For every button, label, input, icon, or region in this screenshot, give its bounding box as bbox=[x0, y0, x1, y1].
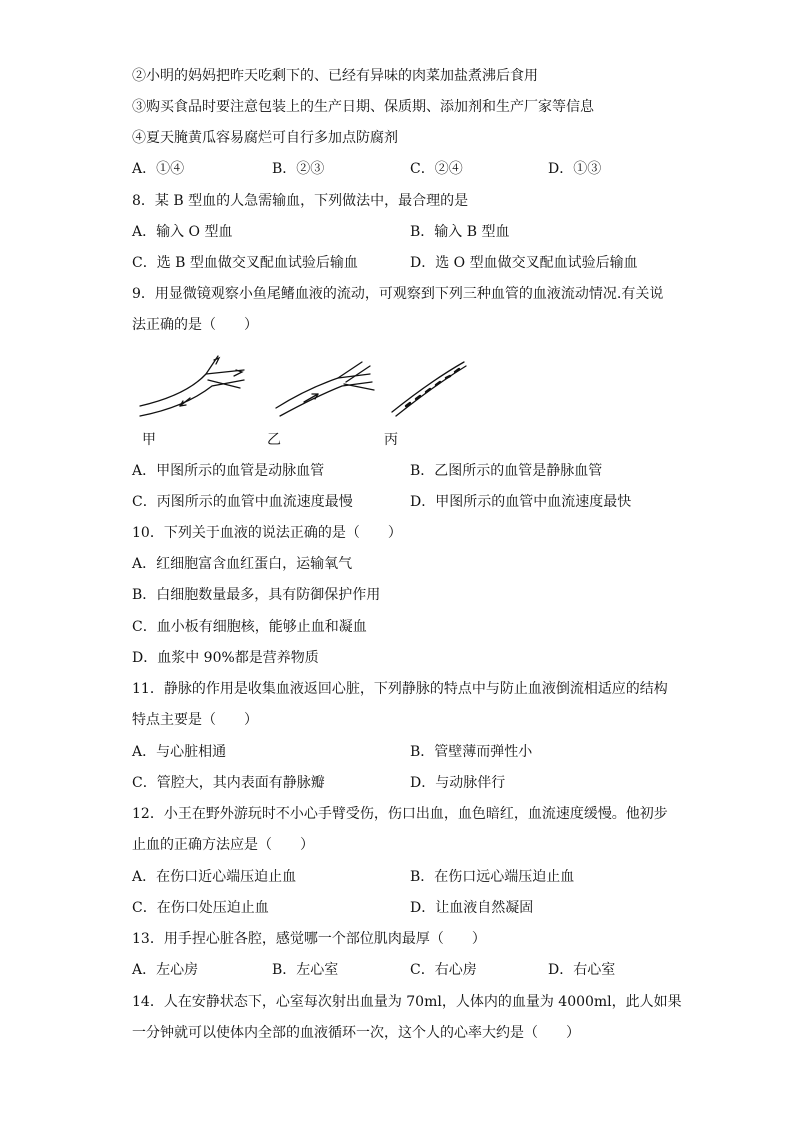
option-b: B．左心室 bbox=[272, 962, 339, 978]
q14-stem-line2 bbox=[0, 1021, 794, 1045]
question-stem: 14．人在安静状态下，心室每次射出血量为 70ml，人体内的血量为 4000ml，此人如果 bbox=[132, 994, 682, 1010]
q10-option-a bbox=[0, 552, 794, 576]
option-c: C．丙图所示的血管中血流速度最慢 bbox=[132, 494, 353, 510]
q9-stem-line2 bbox=[0, 313, 794, 337]
question-stem: 9．用显微镜观察小鱼尾鳍血液的流动，可观察到下列三种血管的血液流动情况.有关说 bbox=[132, 286, 664, 302]
option-d: D．血浆中 90%都是营养物质 bbox=[132, 650, 319, 666]
q11-stem-line1 bbox=[0, 677, 794, 701]
figure-label-jia: 甲 bbox=[142, 432, 156, 448]
option-c: C．右心房 bbox=[410, 962, 477, 978]
statement-4 bbox=[0, 126, 794, 150]
option-d: D．甲图所示的血管中血流速度最快 bbox=[410, 494, 632, 510]
q8-stem bbox=[0, 189, 794, 213]
option-b: B．在伤口远心端压迫止血 bbox=[410, 869, 575, 885]
question-stem: 8．某 B 型血的人急需输血，下列做法中，最合理的是 bbox=[132, 193, 469, 209]
figure-label-bing: 丙 bbox=[384, 432, 398, 448]
statement-3 bbox=[0, 95, 794, 119]
option-d: D．①③ bbox=[548, 161, 602, 177]
question-stem: 10．下列关于血液的说法正确的是（ ） bbox=[132, 525, 402, 541]
option-b: B．管壁薄而弹性小 bbox=[410, 744, 533, 760]
option-b: B．白细胞数量最多，具有防御保护作用 bbox=[132, 587, 381, 603]
q10-option-b bbox=[0, 583, 794, 607]
option-a: A．甲图所示的血管是动脉血管 bbox=[132, 463, 325, 479]
option-a: A．①④ bbox=[132, 161, 185, 177]
q9-options-row2 bbox=[0, 490, 794, 514]
option-a: A．左心房 bbox=[132, 962, 199, 978]
option-b: B．乙图所示的血管是静脉血管 bbox=[410, 463, 603, 479]
q12-options-row1 bbox=[0, 865, 794, 889]
option-c: C．血小板有细胞核，能够止血和凝血 bbox=[132, 619, 367, 635]
q8-options-row2 bbox=[0, 251, 794, 275]
option-d: D．选 O 型血做交叉配血试验后输血 bbox=[410, 255, 638, 271]
q13-options bbox=[0, 958, 794, 982]
option-a: A．输入 O 型血 bbox=[132, 224, 233, 240]
q9-options-row1 bbox=[0, 459, 794, 483]
question-stem: 一分钟就可以使体内全部的血液循环一次，这个人的心率大约是（ ） bbox=[132, 1025, 580, 1041]
q14-stem-line1 bbox=[0, 990, 794, 1014]
q9-stem-line1 bbox=[0, 282, 794, 306]
q10-option-c bbox=[0, 615, 794, 639]
vessel-figure-yi bbox=[270, 352, 380, 422]
statement-text: ④夏天腌黄瓜容易腐烂可自行多加点防腐剂 bbox=[132, 130, 398, 146]
q12-options-row2 bbox=[0, 896, 794, 920]
option-c: C．②④ bbox=[410, 161, 463, 177]
option-a: A．在伤口近心端压迫止血 bbox=[132, 869, 297, 885]
option-c: C．在伤口处压迫止血 bbox=[132, 900, 269, 916]
option-d: D．与动脉伴行 bbox=[410, 775, 506, 791]
option-b: B．②③ bbox=[272, 161, 325, 177]
option-d: D．让血液自然凝固 bbox=[410, 900, 534, 916]
option-b: B．输入 B 型血 bbox=[410, 224, 510, 240]
q11-stem-line2 bbox=[0, 708, 794, 732]
option-c: C．选 B 型血做交叉配血试验后输血 bbox=[132, 255, 358, 271]
q12-stem-line1 bbox=[0, 802, 794, 826]
q13-stem bbox=[0, 927, 794, 951]
statement-text: ③购买食品时要注意包装上的生产日期、保质期、添加剂和生产厂家等信息 bbox=[132, 99, 594, 115]
vessel-figure-bing bbox=[388, 356, 470, 420]
statement-text: ②小明的妈妈把昨天吃剩下的、已经有异味的肉菜加盐煮沸后食用 bbox=[132, 68, 538, 84]
question-stem: 法正确的是（ ） bbox=[132, 317, 258, 333]
q12-stem-line2 bbox=[0, 833, 794, 857]
q10-option-d bbox=[0, 646, 794, 670]
q8-options-row1 bbox=[0, 220, 794, 244]
figure-label-yi: 乙 bbox=[267, 432, 281, 448]
question-stem: 11．静脉的作用是收集血液返回心脏，下列静脉的特点中与防止血液倒流相适应的结构 bbox=[132, 681, 668, 697]
question-stem: 12．小王在野外游玩时不小心手臂受伤，伤口出血，血色暗红，血流速度缓慢。他初步 bbox=[132, 806, 668, 822]
question-stem: 13．用手捏心脏各腔，感觉哪一个部位肌肉最厚（ ） bbox=[132, 931, 486, 947]
question-stem: 特点主要是（ ） bbox=[132, 712, 258, 728]
q10-stem bbox=[0, 521, 794, 545]
q7-options bbox=[0, 157, 794, 181]
vessel-figure-jia bbox=[136, 350, 251, 420]
statement-2 bbox=[0, 64, 794, 88]
q11-options-row1 bbox=[0, 740, 794, 764]
option-a: A．红细胞富含血红蛋白，运输氧气 bbox=[132, 556, 353, 572]
option-c: C．管腔大，其内表面有静脉瓣 bbox=[132, 775, 325, 791]
option-a: A．与心脏相通 bbox=[132, 744, 227, 760]
q11-options-row2 bbox=[0, 771, 794, 795]
option-d: D．右心室 bbox=[548, 962, 616, 978]
question-stem: 止血的正确方法应是（ ） bbox=[132, 837, 314, 853]
